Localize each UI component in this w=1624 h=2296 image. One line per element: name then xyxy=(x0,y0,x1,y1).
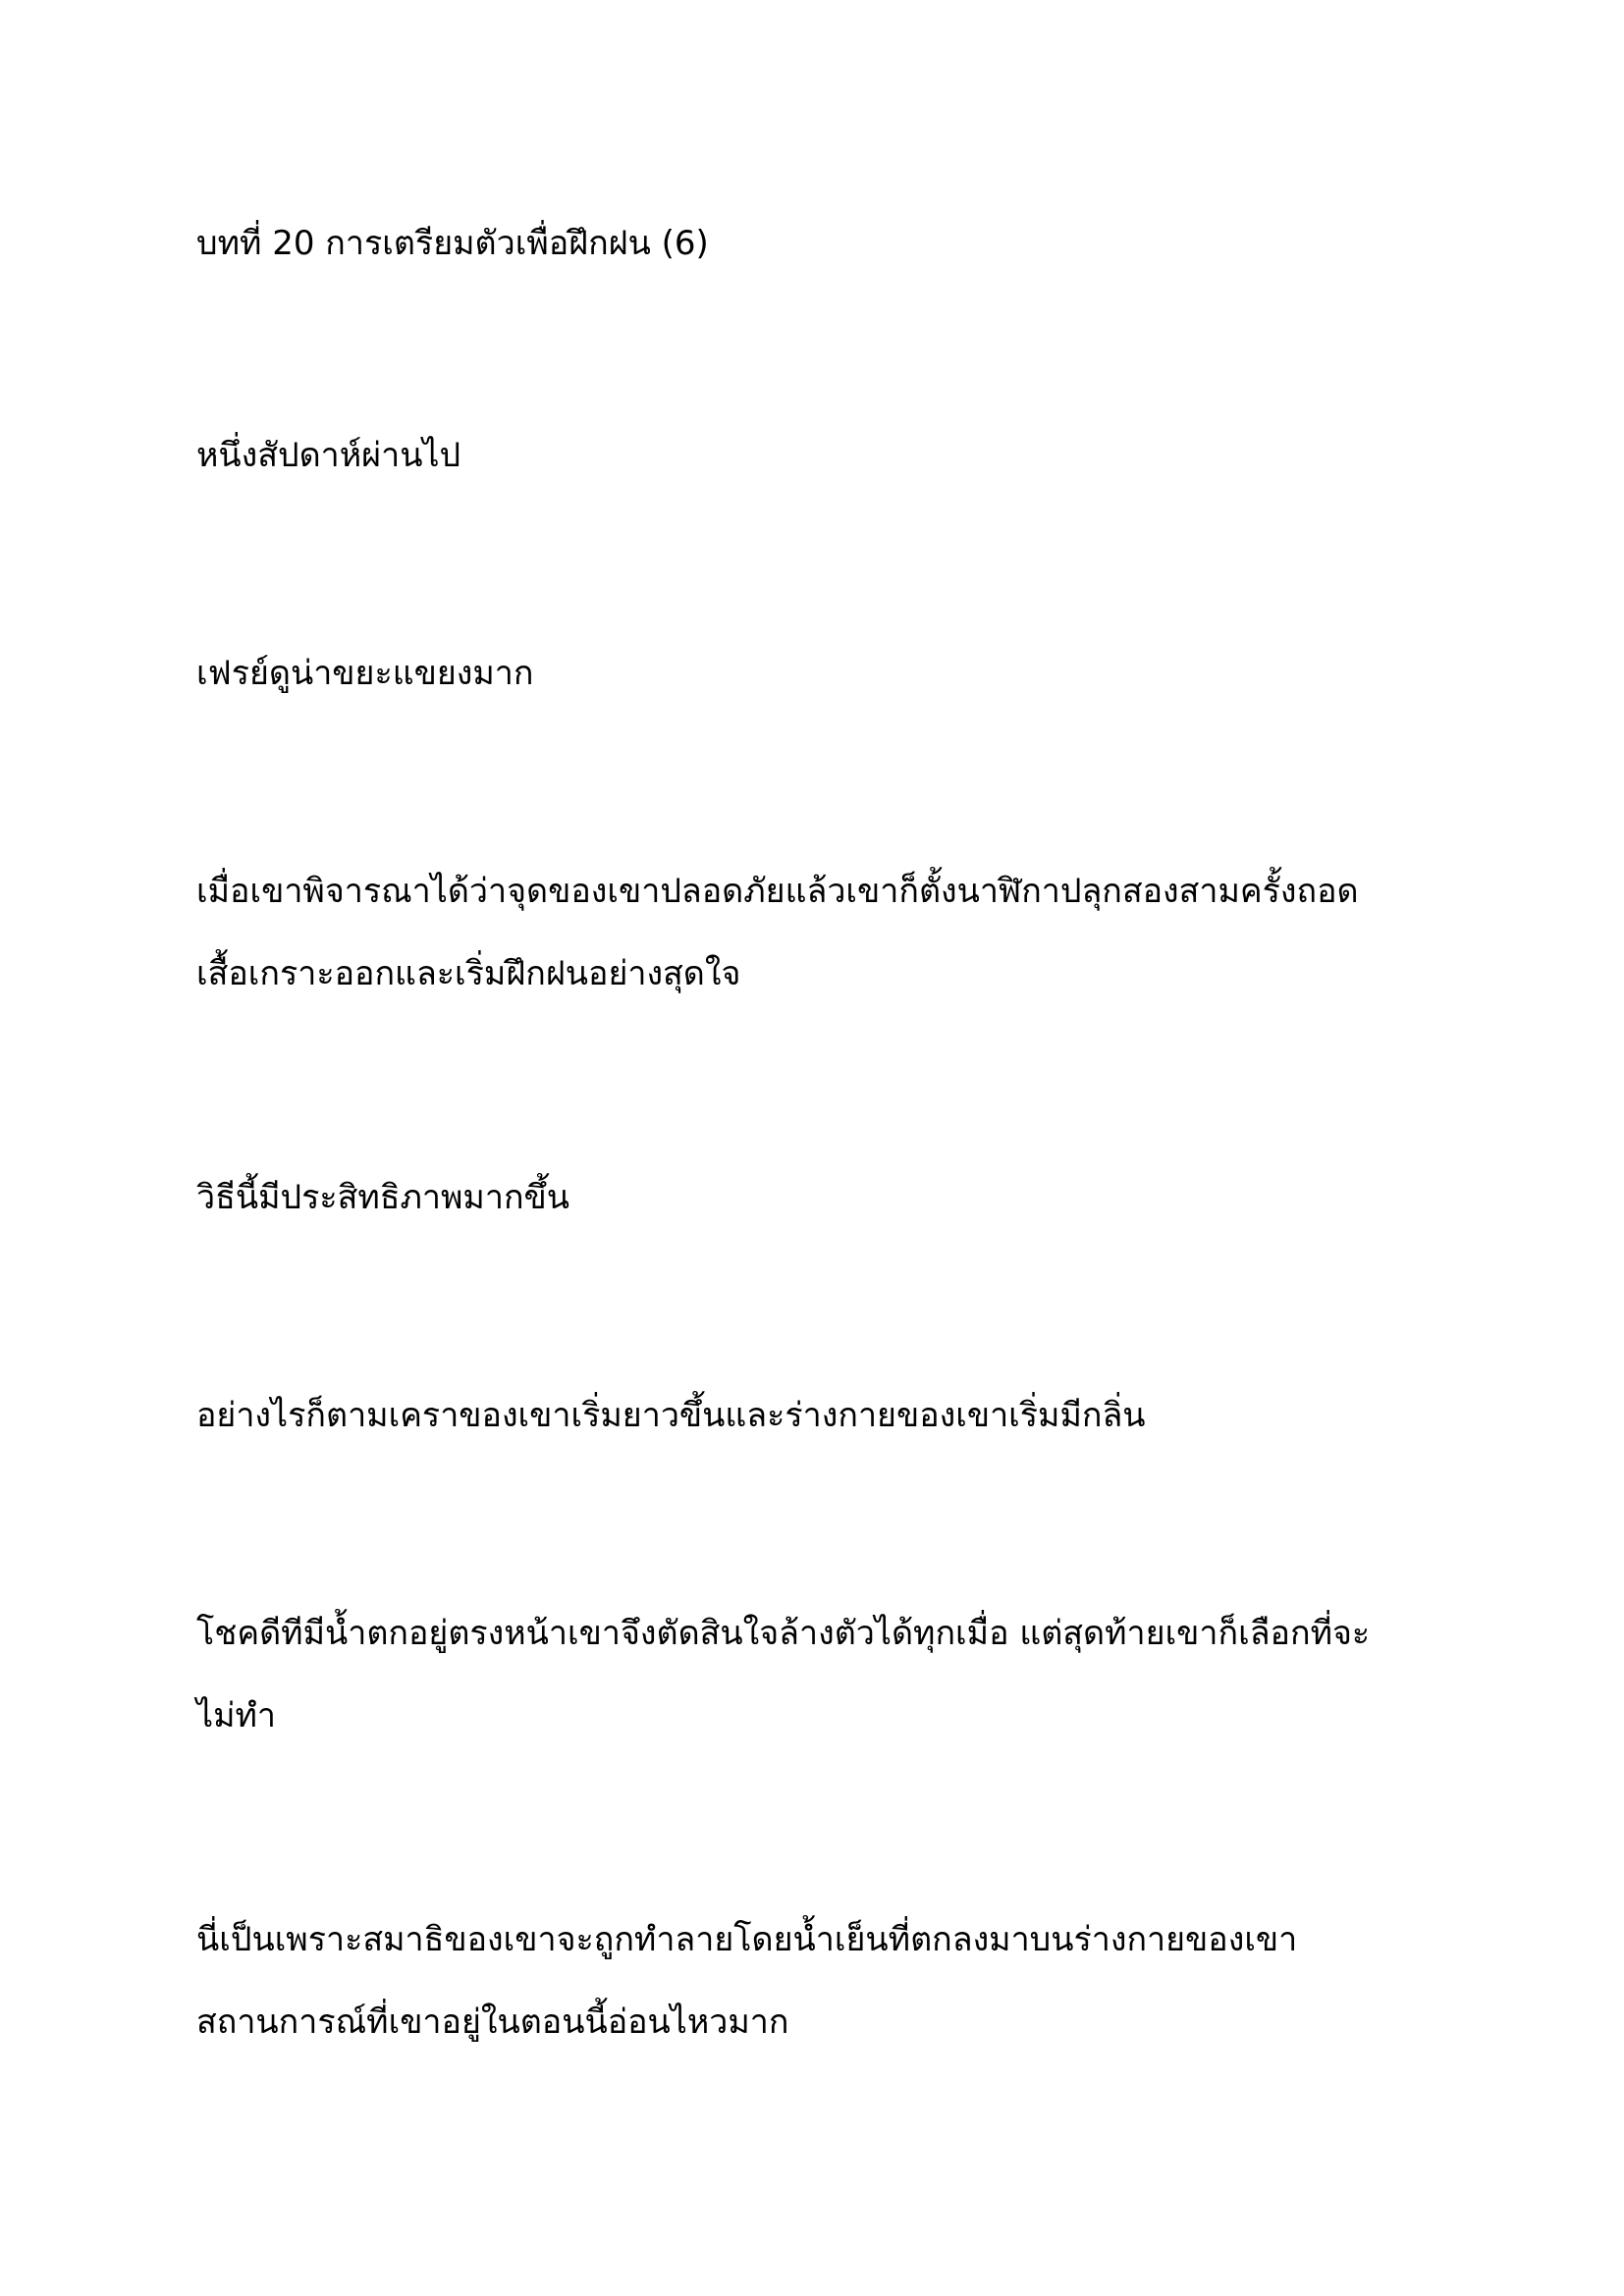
paragraph-line: เมื่อเขาพิจารณาได้ว่าจุดของเขาปลอดภัยแล้วเขาก็ตั้งนาฬิกาปลุกสองสามครั้งถอด xyxy=(196,872,1359,911)
paragraph xyxy=(196,1592,1473,1757)
paragraph-line: เสื้อเกราะออกและเริ่มฝึกฝนอย่างสุดใจ xyxy=(196,954,741,993)
paragraph xyxy=(196,1374,1473,1457)
paragraph-line: วิธีนี้มีประสิทธิภาพมากขึ้น xyxy=(196,1178,570,1217)
paragraph-line: อย่างไรก็ตามเคราของเขาเริ่มยาวขึ้นและร่างกายของเขาเริ่มมีกลิ่น xyxy=(196,1396,1146,1435)
paragraph xyxy=(196,1156,1473,1239)
paragraph-line: เฟรย์ดูน่าขยะแขยงมาก xyxy=(196,654,534,693)
paragraph-line: หนึ่งสัปดาห์ผ่านไป xyxy=(196,436,461,475)
paragraph-line: นี่เป็นเพราะสมาธิของเขาจะถูกทำลายโดยน้ำเย็นที่ตกลงมาบนร่างกายของเขา xyxy=(196,1920,1298,1959)
paragraph xyxy=(196,414,1473,497)
paragraph-line: สถานการณ์ที่เขาอยู่ในตอนนี้อ่อนไหวมาก xyxy=(196,2002,789,2042)
paragraph-line: ไม่ทำ xyxy=(196,1696,277,1735)
paragraph xyxy=(196,632,1473,715)
paragraph-line: โชคดีทีมีน้ำตกอยู่ตรงหน้าเขาจึงตัดสินใจล้างตัวได้ทุกเมื่อ แต่สุดท้ายเขาก็เลือกที่จะ xyxy=(196,1614,1371,1653)
paragraph xyxy=(196,1898,1473,2063)
paragraph xyxy=(196,850,1473,1015)
paragraph-line: บทที่ 20 การเตรียมตัวเพื่อฝึกฝน (6) xyxy=(196,224,709,263)
chapter-title xyxy=(196,202,1473,285)
